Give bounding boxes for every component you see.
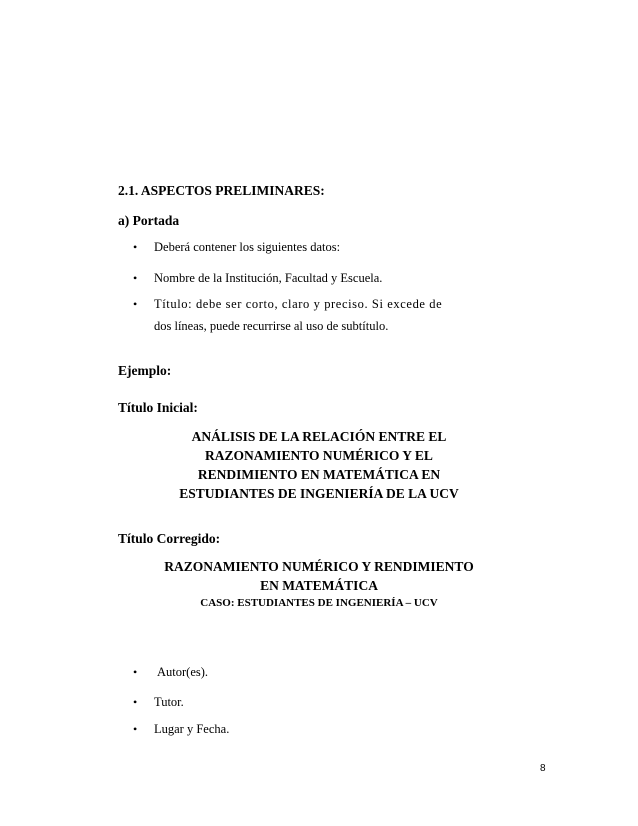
- page-number: 8: [540, 763, 546, 774]
- example-label: Ejemplo:: [118, 363, 172, 378]
- initial-title-line: RAZONAMIENTO NUMÉRICO Y EL: [205, 448, 433, 463]
- list-item-text: Tutor.: [154, 695, 184, 709]
- bullet-icon: •: [133, 722, 138, 736]
- corrected-title-line: EN MATEMÁTICA: [260, 578, 378, 593]
- list-item-text: Nombre de la Institución, Facultad y Escuela.: [154, 271, 383, 285]
- bullet-icon: •: [133, 271, 138, 285]
- list-item-text: Lugar y Fecha.: [154, 722, 230, 736]
- initial-title-label: Título Inicial:: [118, 400, 198, 415]
- initial-title-line: ESTUDIANTES DE INGENIERÍA DE LA UCV: [179, 486, 459, 501]
- corrected-title-label: Título Corregido:: [118, 531, 221, 546]
- bullet-icon: •: [133, 695, 138, 709]
- corrected-title-line: RAZONAMIENTO NUMÉRICO Y RENDIMIENTO: [164, 559, 474, 574]
- bullet-icon: •: [133, 297, 138, 311]
- subheading-portada: a) Portada: [118, 213, 180, 228]
- initial-title-line: RENDIMIENTO EN MATEMÁTICA EN: [197, 467, 441, 482]
- bullet-icon: •: [133, 240, 138, 254]
- initial-title-line: ANÁLISIS DE LA RELACIÓN ENTRE EL: [191, 429, 447, 444]
- list-item-text: Autor(es).: [157, 665, 209, 679]
- list-item-continuation: dos líneas, puede recurrirse al uso de subtítulo.: [154, 319, 389, 333]
- bullet-icon: •: [133, 665, 138, 679]
- list-item-text: Título: debe ser corto, claro y preciso. Si excede de: [154, 297, 443, 311]
- section-heading: 2.1. ASPECTOS PRELIMINARES:: [118, 183, 325, 198]
- list-item-text: Deberá contener los siguientes datos:: [154, 240, 341, 254]
- corrected-subtitle: CASO: ESTUDIANTES DE INGENIERÍA – UCV: [200, 597, 438, 609]
